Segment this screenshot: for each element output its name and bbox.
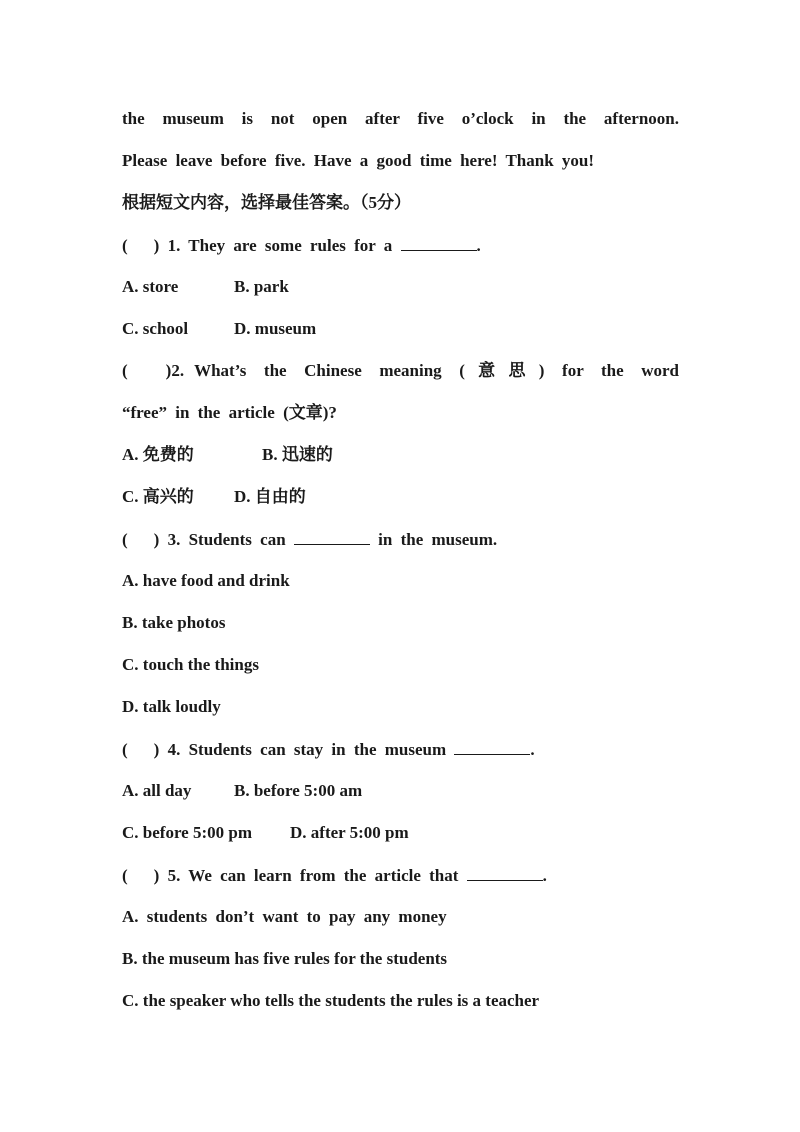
answer-blank	[401, 234, 477, 251]
question-5-option-c: C. the speaker who tells the students the rules is a teacher	[122, 991, 540, 1010]
option-d: D. 自由的	[234, 487, 306, 506]
question-text-end: .	[530, 740, 535, 759]
paren-close: )	[165, 361, 172, 380]
option-b: B. 迅速的	[262, 445, 333, 464]
question-number: 5.	[167, 866, 181, 885]
question-5-stem	[122, 864, 547, 887]
question-text: They are some rules for a	[188, 236, 393, 255]
option-d: D. museum	[234, 319, 317, 338]
question-5-option-a: A. students don’t want to pay any money	[122, 907, 447, 926]
passage-line-1: the museum is not open after five o’clock in the afternoon.	[122, 109, 679, 128]
question-4-stem	[122, 738, 535, 761]
question-2-stem-line-2: “free” in the article (文章)?	[122, 403, 337, 422]
question-2-options-row-1	[122, 444, 333, 466]
question-text: Students can	[188, 530, 286, 549]
option-a: A. 免费的	[122, 445, 194, 464]
question-4-options-row-2	[122, 822, 409, 844]
option-c: C. before 5:00 pm	[122, 823, 252, 842]
question-1-options-row-1	[122, 276, 289, 298]
paren-open: (	[122, 236, 128, 255]
question-text-end: .	[542, 866, 547, 885]
question-4-options-row-1	[122, 780, 362, 802]
question-5-option-b: B. the museum has five rules for the students	[122, 949, 448, 968]
question-3-stem	[122, 528, 497, 551]
question-3-option-c: C. touch the things	[122, 655, 259, 674]
question-2-stem-line-1	[122, 360, 679, 382]
option-d: D. after 5:00 pm	[290, 823, 409, 842]
answer-blank	[454, 738, 530, 755]
option-c: C. 高兴的	[122, 487, 194, 506]
paren-open: (	[122, 361, 128, 380]
question-number: 4.	[167, 740, 181, 759]
question-number: 3.	[167, 530, 181, 549]
passage-line-2: Please leave before five. Have a good time here! Thank you!	[122, 151, 595, 170]
question-text: Students can stay in the museum	[188, 740, 447, 759]
option-b: B. park	[234, 277, 289, 296]
question-text-end: in the museum.	[378, 530, 498, 549]
question-text-end: .	[476, 236, 481, 255]
question-2-options-row-2	[122, 486, 306, 508]
question-3-option-a: A. have food and drink	[122, 571, 290, 590]
paren-close: )	[153, 866, 160, 885]
question-text: We can learn from the article that	[188, 866, 459, 885]
question-text: What’s the Chinese meaning (意思) for the word	[194, 361, 679, 380]
question-number: 1.	[167, 236, 181, 255]
paren-open: (	[122, 530, 128, 549]
paren-close: )	[153, 740, 160, 759]
question-3-option-b: B. take photos	[122, 613, 226, 632]
paren-open: (	[122, 866, 128, 885]
question-1-options-row-2	[122, 318, 316, 340]
option-b: B. before 5:00 am	[234, 781, 363, 800]
option-a: A. store	[122, 277, 179, 296]
instruction: 根据短文内容，选择最佳答案。（5分）	[122, 193, 411, 212]
paren-close: )	[153, 530, 160, 549]
question-number: 2.	[171, 361, 185, 380]
question-3-option-d: D. talk loudly	[122, 697, 221, 716]
option-a: A. all day	[122, 781, 192, 800]
option-c: C. school	[122, 319, 189, 338]
answer-blank	[294, 528, 370, 545]
question-1-stem	[122, 234, 481, 257]
answer-blank	[467, 864, 543, 881]
paren-open: (	[122, 740, 128, 759]
paren-close: )	[153, 236, 160, 255]
